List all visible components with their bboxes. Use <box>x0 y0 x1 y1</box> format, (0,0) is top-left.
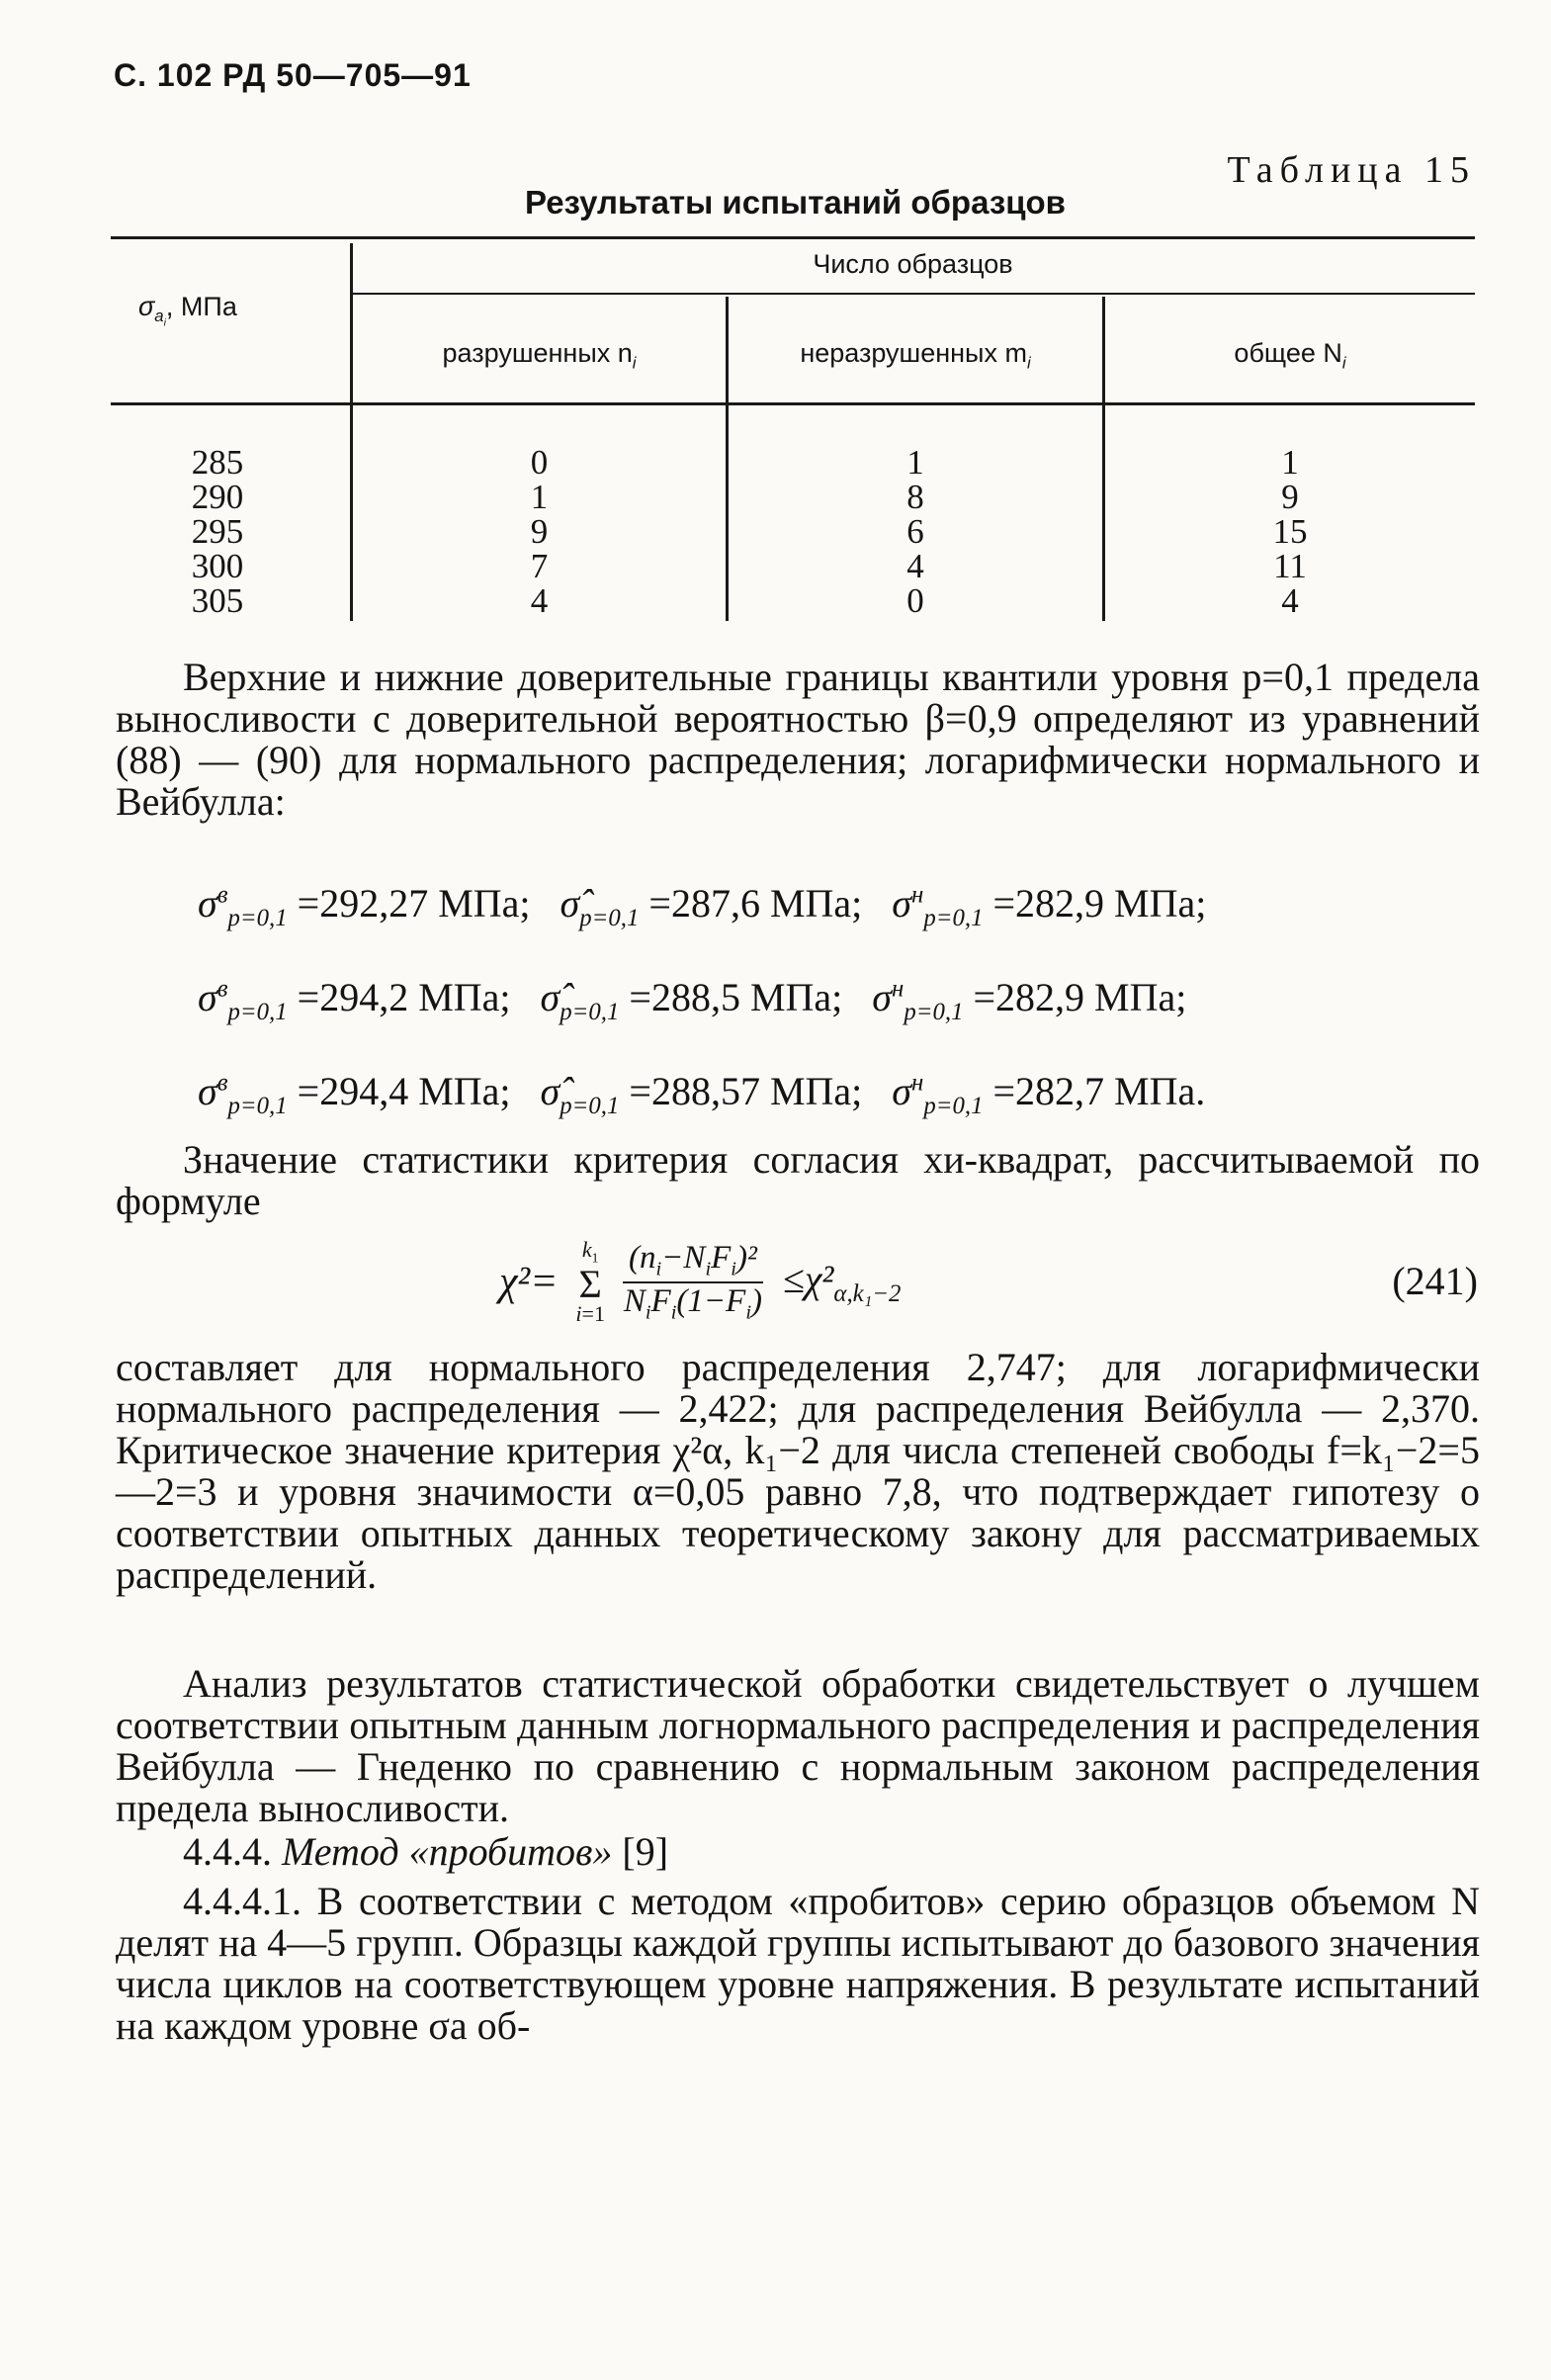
paragraph-probit-method <box>116 1881 1480 2047</box>
equation-fraction: $\frac{(n_i-N_iF_i)^2}{N_iF_i(1-F_i)}$ <box>623 1240 762 1324</box>
formula-value: =282,9 МПа; <box>973 975 1187 1019</box>
table-cell: 290 <box>191 478 244 516</box>
N-header <box>1105 338 1475 373</box>
formula-value: =294,4 МПа; <box>297 1069 511 1113</box>
sigma-lower-lognormal: $\sigma^н_{p=0,1}$ <box>872 975 964 1025</box>
table-cell: 6 <box>906 512 924 551</box>
paragraph-chi-square-results <box>116 1347 1480 1596</box>
sigma-lower-normal: $\sigma^н_{p=0,1}$ <box>892 881 984 931</box>
table-cell: 285 <box>191 443 244 482</box>
table-cell: 295 <box>191 512 244 551</box>
paragraph-text: Анализ результатов статистической обработки свидетельствует о лучшем соответствии опытным данным логнормального распределения и распределения Вейбулла — Гнеденко по сравнению с нормальным законом распределения предела выносливости. <box>116 1661 1480 1830</box>
section-heading-4-4-4 <box>116 1831 1480 1873</box>
table-cell: 9 <box>530 512 549 551</box>
formula-value: =288,57 МПа; <box>629 1069 863 1113</box>
n-header <box>353 338 726 373</box>
formula-value: =292,27 МПа; <box>297 881 531 926</box>
table-cell: 11 <box>1273 547 1307 585</box>
sigma-header <box>138 292 237 329</box>
sigma-symbol: σ <box>138 292 155 321</box>
formula-row-normal <box>198 880 1206 932</box>
table-cell: 305 <box>191 581 244 620</box>
section-number: 4.4.4. <box>183 1829 272 1874</box>
sigma-upper-weibull: $\sigma^в_{p=0,1}$ <box>198 1069 288 1119</box>
table-cell: 0 <box>530 443 549 482</box>
paragraph-analysis <box>116 1663 1480 1829</box>
table-cell: 4 <box>906 547 924 585</box>
formula-value: =282,7 МПа. <box>992 1069 1206 1113</box>
formula-value: =287,6 МПа; <box>648 881 863 926</box>
equation-number: (241) <box>1392 1259 1478 1303</box>
table-cell: 1 <box>1281 443 1299 482</box>
table-number: Таблица 15 <box>1227 149 1476 191</box>
sigma-hat-normal: $\sigmâ_{p=0,1}$ <box>560 881 640 931</box>
sigma-upper-normal: $\sigma^в_{p=0,1}$ <box>198 881 288 931</box>
m-column <box>729 445 1102 618</box>
paragraph-chi-square-intro <box>116 1139 1480 1222</box>
sigma-sub: a <box>154 307 164 326</box>
table-top-rule <box>111 236 1475 239</box>
table-cell: 300 <box>191 547 244 585</box>
table-title: Результаты испытаний образцов <box>525 184 1066 220</box>
table-cell: 4 <box>1281 581 1299 620</box>
sigma-subsub: i <box>163 317 166 329</box>
N-column <box>1105 445 1475 618</box>
N-header-sub: i <box>1341 353 1346 373</box>
sigma-lower-weibull: $\sigma^н_{p=0,1}$ <box>892 1069 984 1119</box>
m-header <box>729 338 1102 373</box>
section-title: Метод «пробитов» <box>282 1829 613 1874</box>
sigma-hat-weibull: $\sigmâ_{p=0,1}$ <box>540 1069 620 1119</box>
table-cell: 15 <box>1272 512 1308 551</box>
table-cell: 4 <box>530 581 549 620</box>
formula-row-lognormal <box>198 974 1186 1026</box>
n-header-sub: i <box>632 353 637 373</box>
paragraph-text: Значение статистики критерия согласия хи-квадрат, рассчитываемой по формуле <box>116 1137 1480 1223</box>
paragraph-text: составляет для нормального распределения 2,747; для логарифмически нормального распределения — 2,422; для распределения Вейбулла — 2,370. Критическое значение критерия χ²α, k₁−2 для числа степеней свободы f=k₁−2=5—2=3 и уровня значимости α=0,05 равно 7,8, что подтверждает гипотезу о соответствии опытных данных теоретическому закону для рассматриваемых распределений. <box>116 1345 1480 1597</box>
table-cell: 1 <box>906 443 924 482</box>
table-cell: 7 <box>530 547 549 585</box>
table-cell: 1 <box>530 478 549 516</box>
paragraph-confidence-bounds <box>116 657 1480 823</box>
paragraph-text: Верхние и нижние доверительные границы квантили уровня p=0,1 предела выносливости с доверительной вероятностью β=0,9 определяют из уравнений (88) — (90) для нормального распределения; логарифмически нормального и Вейбулла: <box>116 655 1480 824</box>
section-reference: [9] <box>622 1829 669 1874</box>
sum-operator: $k_1$ Σ i=1 <box>575 1237 605 1327</box>
group-header: Число образцов <box>813 249 1013 279</box>
sigma-column <box>138 445 297 618</box>
table-cell: 9 <box>1281 478 1299 516</box>
table-group-rule <box>351 293 1475 295</box>
table-cell: 0 <box>906 581 924 620</box>
formula-value: =288,5 МПа; <box>629 975 843 1019</box>
sigma-unit: , МПа <box>165 292 237 321</box>
formula-row-weibull <box>198 1068 1205 1120</box>
N-header-label: общее N <box>1234 338 1342 368</box>
sigma-hat-lognormal: $\sigmâ_{p=0,1}$ <box>540 975 620 1025</box>
m-header-label: неразрушенных m <box>800 338 1027 368</box>
sigma-upper-lognormal: $\sigma^в_{p=0,1}$ <box>198 975 288 1025</box>
n-header-label: разрушенных n <box>442 338 633 368</box>
n-column <box>353 445 726 618</box>
table-head-rule <box>111 402 1475 405</box>
formula-value: =282,9 МПа; <box>992 881 1207 926</box>
m-header-sub: i <box>1026 353 1031 373</box>
table-cell: 8 <box>906 478 924 516</box>
equation-241: $\chi^2= k_1$ Σ i=1 $\frac{(n_i-N_iF_i)^2}{N_iF_i(1-F_i)}$ $\le\chi^2_{\alpha,k_1-2}$ <box>499 1237 902 1327</box>
page-header: С. 102 РД 50—705—91 <box>114 57 472 93</box>
paragraph-text: 4.4.4.1. В соответствии с методом «пробитов» серию образцов объемом N делят на 4—5 групп. Образцы каждой группы испытывают до базового значения числа циклов на соответствующем уровне напряжения. В результате испытаний на каждом уровне σa об- <box>116 1879 1480 2048</box>
formula-value: =294,2 МПа; <box>297 975 511 1019</box>
